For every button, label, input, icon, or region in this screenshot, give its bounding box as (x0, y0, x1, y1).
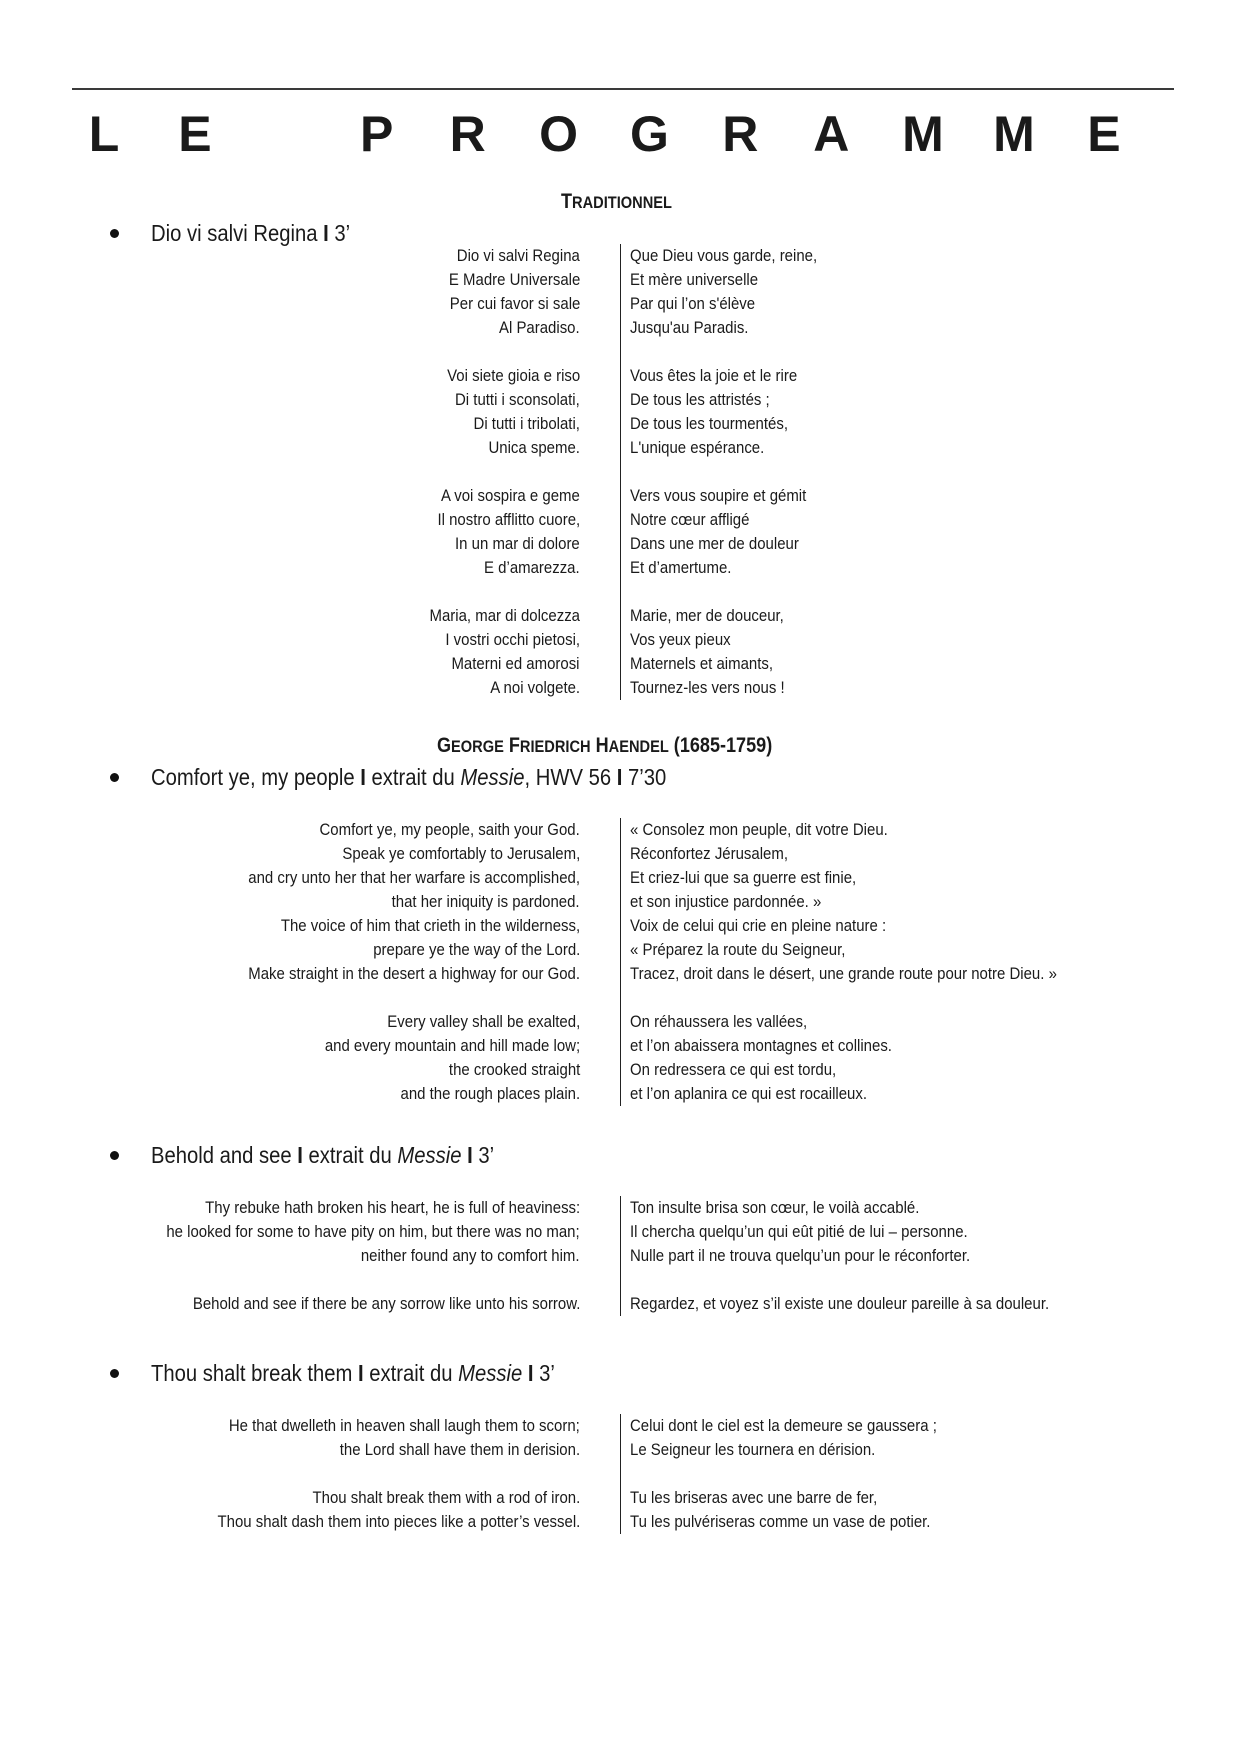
lyrics-row: prepare ye the way of the Lord. « Préparez la route du Seigneur, (372, 940, 846, 959)
lyrics-table (100, 1196, 1140, 1316)
lyrics-row: Behold and see if there be any sorrow like unto his sorrow. Regardez, et voyez s’il existe une douleur pareille à sa douleur. (192, 1294, 1050, 1313)
piece-title: Dio vi salvi Regina I 3’ (110, 218, 377, 248)
lyrics-row: that her iniquity is pardoned. et son injustice pardonnée. » (392, 892, 822, 911)
bullet-icon (110, 229, 119, 238)
lyrics-row: Make straight in the desert a highway for our God. Tracez, droit dans le désert, une grande route pour notre Dieu. » (248, 964, 1057, 983)
title-letter: L (88, 106, 120, 162)
page-title (84, 96, 1124, 172)
lyrics-row: In un mar di dolore Dans une mer de douleur (455, 534, 799, 553)
bullet-icon (110, 1369, 119, 1378)
title-letter: A (813, 106, 850, 162)
lyrics-row: Thou shalt dash them into pieces like a potter’s vessel. Tu les pulvériseras comme un vase de potier. (217, 1512, 931, 1531)
lyrics-row: E d’amarezza. Et d’amertume. (484, 558, 732, 577)
lyrics-row: Di tutti i sconsolati, De tous les attristés ; (455, 390, 770, 409)
lyrics-row: and every mountain and hill made low; et l’on abaissera montagnes et collines. (324, 1036, 892, 1055)
lyrics-row: A noi volgete. Tournez-les vers nous ! (490, 678, 785, 697)
lyrics-table (100, 818, 1140, 1106)
lyrics-row: and cry unto her that her warfare is accomplished, Et criez-lui que sa guerre est finie, (248, 868, 857, 887)
lyrics-row: Thou shalt break them with a rod of iron. Tu les briseras avec une barre de fer, (312, 1488, 878, 1507)
piece-title: Behold and see I extrait du Messie I 3’ (110, 1140, 541, 1170)
lyrics-row: He that dwelleth in heaven shall laugh them to scorn; Celui dont le ciel est la demeure se gaussera ; (229, 1416, 937, 1435)
composer-heading: TRADITIONNEL (561, 190, 672, 213)
piece-title: Comfort ye, my people I extrait du Messie, HWV 56 I 7’30 (110, 762, 736, 792)
title-letter: E (178, 106, 212, 162)
lyrics-row: The voice of him that crieth in the wilderness, Voix de celui qui crie en pleine nature : (280, 916, 887, 935)
lyrics-row: Thy rebuke hath broken his heart, he is full of heaviness: Ton insulte brisa son cœur, le voilà accablé. (204, 1198, 920, 1217)
lyrics-row: the crooked straight On redressera ce qui est tordu, (448, 1060, 837, 1079)
lyrics-row: Speak ye comfortably to Jerusalem, Réconfortez Jérusalem, (342, 844, 788, 863)
lyrics-row: Il nostro afflitto cuore, Notre cœur affligé (437, 510, 750, 529)
composer-heading: GEORGE FRIEDRICH HAENDEL (1685-1759) (437, 734, 773, 757)
lyrics-row: the Lord shall have them in derision. Le Seigneur les tournera en dérision. (339, 1440, 876, 1459)
lyrics-row: neither found any to comfort him. Nulle part il ne trouva quelqu’un pour le réconforter. (361, 1246, 971, 1265)
lyrics-row: Materni ed amorosi Maternels et aimants, (451, 654, 774, 673)
lyrics-row: Maria, mar di dolcezza Marie, mer de douceur, (429, 606, 784, 625)
top-rule (72, 88, 1174, 90)
lyrics-row: Di tutti i tribolati, De tous les tourmentés, (473, 414, 788, 433)
lyrics-row: Voi siete gioia e riso Vous êtes la joie et le rire (446, 366, 798, 385)
lyrics-row: Per cui favor si sale Par qui l’on s'élève (449, 294, 756, 313)
lyrics-row: Comfort ye, my people, saith your God. « Consolez mon peuple, dit votre Dieu. (319, 820, 888, 839)
lyrics-row: Dio vi salvi Regina Que Dieu vous garde, reine, (456, 246, 818, 265)
title-letter: M (902, 106, 944, 162)
title-letter: R (722, 106, 759, 162)
lyrics-row: Unica speme. L'unique espérance. (488, 438, 765, 457)
lyrics-row: Al Paradiso. Jusqu'au Paradis. (499, 318, 749, 337)
title-letter: G (629, 106, 669, 162)
lyrics-row: and the rough places plain. et l’on aplanira ce qui est rocailleux. (400, 1084, 868, 1103)
title-letter: E (1087, 106, 1121, 162)
title-letter: P (360, 106, 394, 162)
lyrics-row: he looked for some to have pity on him, but there was no man; Il chercha quelqu’un qui eût pitié de lui – personne. (166, 1222, 968, 1241)
title-letter: M (993, 106, 1035, 162)
bullet-icon (110, 1151, 119, 1160)
lyrics-row: E Madre Universale Et mère universelle (448, 270, 759, 289)
lyrics-row: A voi sospira e geme Vers vous soupire et gémit (441, 486, 807, 505)
lyrics-table (100, 244, 1140, 700)
bullet-icon (110, 773, 119, 782)
title-letter: R (449, 106, 486, 162)
title-letter: O (539, 106, 578, 162)
lyrics-table (100, 1414, 1140, 1534)
lyrics-row: I vostri occhi pietosi, Vos yeux pieux (445, 630, 731, 649)
lyrics-row: Every valley shall be exalted, On réhaussera les vallées, (387, 1012, 808, 1031)
piece-title: Thou shalt break them I extrait du Messie I 3’ (110, 1358, 610, 1388)
